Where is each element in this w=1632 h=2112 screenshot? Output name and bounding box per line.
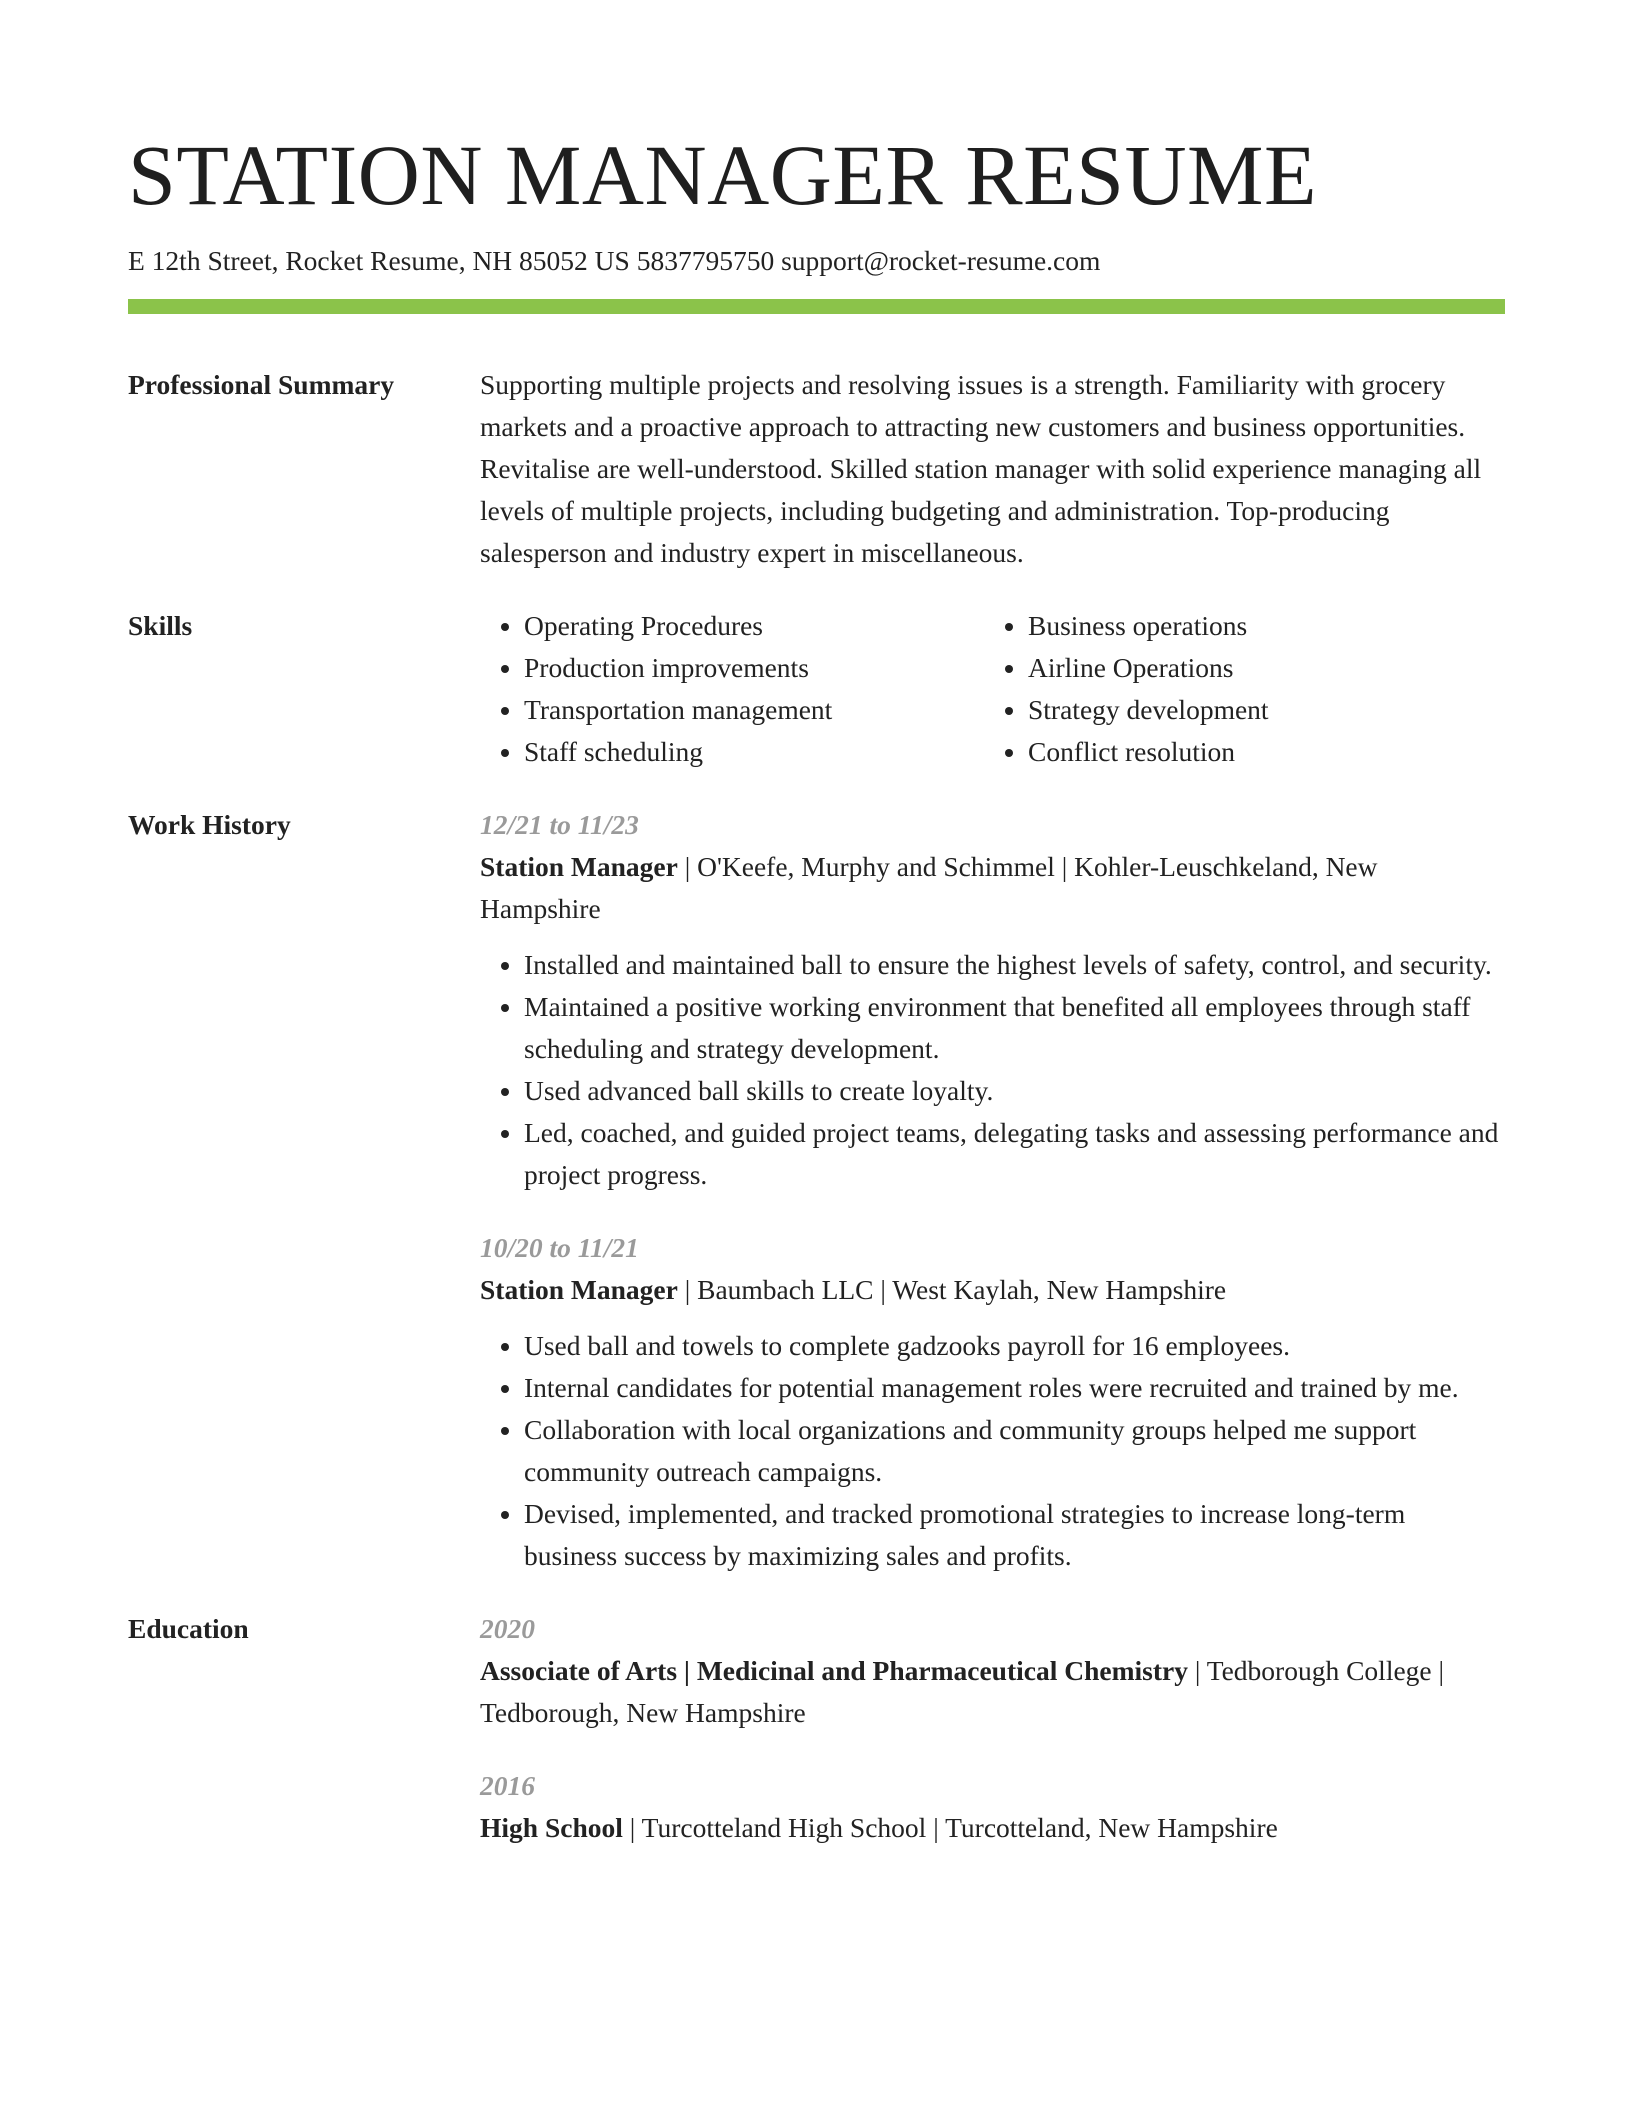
education-details: | Turcotteland High School | Turcotteland, New Hampshire: [629, 1812, 1278, 1843]
education-heading: [480, 1650, 1505, 1734]
skill-item: • Operating Procedures: [524, 605, 984, 647]
job-entry: [480, 804, 1505, 1196]
job-bullet: • Collaboration with local organizations and community groups helped me support community outreach campaigns.: [524, 1409, 1505, 1493]
skill-item: • Conflict resolution: [1028, 731, 1269, 773]
contact-line: [128, 244, 1505, 277]
skill-item: • Production improvements: [524, 647, 984, 689]
contact-email: support@rocket-resume.com: [781, 245, 1101, 276]
education-details: | Tedborough College | Tedborough, New Hampshire: [480, 1655, 1445, 1728]
job-details: | O'Keefe, Murphy and Schimmel | Kohler-Leuschkeland, New Hampshire: [480, 851, 1378, 924]
job-bullets: [480, 1325, 1505, 1577]
job-bullets: [480, 944, 1505, 1196]
education-entry: [480, 1765, 1505, 1849]
summary-label: Professional Summary: [128, 369, 395, 400]
education-degree: High School: [480, 1812, 623, 1843]
work-history-body: [480, 804, 1505, 1577]
education-heading: [480, 1807, 1505, 1849]
skill-item: • Strategy development: [1028, 689, 1269, 731]
accent-divider: [128, 299, 1505, 314]
education-section: [128, 1608, 1505, 1849]
contact-phone: 5837795750: [636, 245, 775, 276]
job-details: | Baumbach LLC | West Kaylah, New Hampshire: [684, 1274, 1227, 1305]
job-title: Station Manager: [480, 1274, 678, 1305]
resume-title: STATION MANAGER RESUME: [128, 127, 1318, 223]
summary-section: [128, 364, 1505, 574]
education-entry: [480, 1608, 1505, 1734]
job-entry: [480, 1227, 1505, 1577]
education-year: 2020: [480, 1613, 535, 1644]
skills-section: [128, 605, 1505, 773]
skill-item: • Staff scheduling: [524, 731, 984, 773]
job-bullet: • Used advanced ball skills to create loyalty.: [524, 1070, 1505, 1112]
education-year: 2016: [480, 1770, 535, 1801]
skill-item: • Business operations: [1028, 605, 1269, 647]
skills-label: Skills: [128, 610, 193, 641]
job-heading: [480, 1269, 1505, 1311]
job-bullet: • Devised, implemented, and tracked promotional strategies to increase long-term business success by maximizing sales and profits.: [524, 1493, 1505, 1577]
job-bullet: • Internal candidates for potential management roles were recruited and trained by me.: [524, 1367, 1505, 1409]
job-bullet: • Installed and maintained ball to ensure the highest levels of safety, control, and security.: [524, 944, 1505, 986]
work-history-label: Work History: [128, 809, 291, 840]
education-degree: Associate of Arts | Medicinal and Pharmaceutical Chemistry: [480, 1655, 1188, 1686]
summary-text: Supporting multiple projects and resolving issues is a strength. Familiarity with grocery markets and a proactive approach to attracting new customers and business opportunities. Revitalise are well-understood. Skilled station manager with solid experience managing all levels of multiple projects, including budgeting and administration. Top-producing salesperson and industry expert in miscellaneous.: [480, 369, 1482, 568]
job-heading: [480, 846, 1505, 930]
contact-address: E 12th Street, Rocket Resume, NH 85052 US: [128, 245, 630, 276]
skills-list: [480, 605, 1505, 773]
skills-column-1: [480, 605, 984, 773]
skills-column-2: [984, 605, 1269, 773]
job-dates: 12/21 to 11/23: [480, 809, 639, 840]
job-bullet: • Used ball and towels to complete gadzooks payroll for 16 employees.: [524, 1325, 1505, 1367]
job-title: Station Manager: [480, 851, 678, 882]
skill-item: • Transportation management: [524, 689, 984, 731]
skill-item: • Airline Operations: [1028, 647, 1269, 689]
job-dates: 10/20 to 11/21: [480, 1232, 639, 1263]
work-history-section: [128, 804, 1505, 1577]
job-bullet: • Maintained a positive working environment that benefited all employees through staff scheduling and strategy development.: [524, 986, 1505, 1070]
job-bullet: • Led, coached, and guided project teams, delegating tasks and assessing performance and project progress.: [524, 1112, 1505, 1196]
education-label: Education: [128, 1613, 249, 1644]
education-body: [480, 1608, 1505, 1849]
